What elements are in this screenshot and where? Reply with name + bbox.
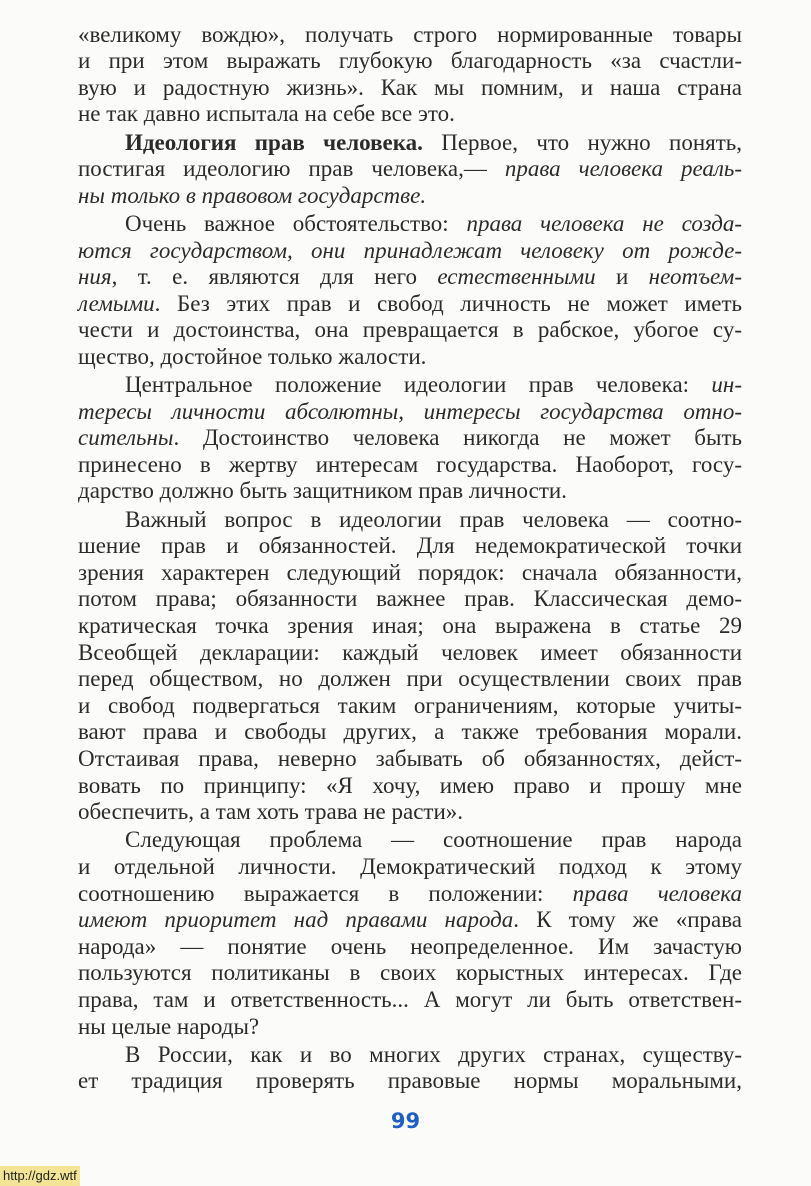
text-line	[78, 1014, 742, 1041]
text-run: зрения характерен следующий порядок: сначала обязанности,	[78, 559, 742, 585]
text-run: . К тому же «права	[513, 907, 742, 933]
text-line	[78, 799, 742, 826]
italic-text: права человека реаль-	[504, 156, 743, 182]
text-run: Отстаивая права, неверно забывать об обязанностях, дейст-	[78, 746, 742, 771]
text-line	[78, 478, 742, 505]
text-line	[78, 130, 742, 157]
page-body	[78, 20, 742, 1095]
text-run: пользуются политиканы в своих корыстных интересах. Где	[78, 960, 742, 986]
watermark-link[interactable]: http://gdz.wtf	[0, 1166, 80, 1186]
paragraph	[78, 507, 742, 826]
italic-text: права человека не созда-	[466, 210, 742, 236]
text-line	[78, 291, 742, 318]
text-line	[78, 827, 742, 854]
paragraph	[78, 130, 742, 210]
text-run: . Достоинство человека никогда не может быть	[173, 425, 742, 451]
italic-text: права человека	[572, 880, 742, 906]
text-run: и отдельной личности. Демократический подход к этому	[78, 853, 742, 879]
text-run: . Без этих прав и свобод личность не может иметь	[154, 290, 742, 316]
text-run: права, там и ответственность... А могут ли быть ответствен-	[78, 986, 742, 1012]
italic-text: естественными	[437, 264, 596, 290]
text-run: ет традиция проверять правовые нормы моральными,	[78, 1068, 742, 1094]
text-run: шение прав и обязанностей. Для недемократической точки	[78, 533, 742, 559]
text-line	[78, 264, 742, 291]
paragraph	[78, 372, 742, 505]
text-line	[78, 773, 742, 800]
text-line	[78, 425, 742, 452]
text-line	[78, 399, 742, 426]
text-run: чести и достоинства, она превращается в рабское, убогое су-	[78, 317, 742, 343]
text-line	[78, 1068, 742, 1095]
text-run: , т. е. являются для него	[111, 264, 438, 290]
text-run: Очень важное обстоятельство:	[125, 210, 467, 236]
page-number: 99	[390, 1109, 421, 1133]
text-line	[78, 372, 742, 399]
text-run: потом права; обязанности важнее прав. Классическая демо-	[78, 586, 742, 612]
bold-heading: Идеология прав человека.	[125, 129, 423, 155]
italic-text: ния	[78, 264, 112, 290]
text-line	[78, 907, 742, 934]
italic-text: неотъем-	[648, 264, 743, 290]
text-line	[78, 156, 742, 183]
text-run: щество, достойное только жалости.	[78, 343, 427, 369]
text-run: ны целые народы?	[78, 1013, 260, 1039]
text-line	[78, 533, 742, 560]
text-line	[78, 101, 742, 128]
text-line	[78, 987, 742, 1014]
italic-text: ны только в правовом государстве.	[78, 182, 427, 208]
paragraph	[78, 22, 742, 128]
text-run: Следующая проблема — соотношение прав народа	[125, 827, 742, 853]
text-line	[78, 344, 742, 371]
text-line	[78, 507, 742, 534]
italic-text: сительны	[78, 425, 174, 451]
text-line	[78, 746, 742, 773]
text-run: вовать по принципу: «Я хочу, имею право и прошу мне	[78, 772, 742, 798]
paragraph	[78, 211, 742, 371]
text-line	[78, 75, 742, 102]
text-line	[78, 881, 742, 908]
text-run: вают права и свободы других, а также требования морали.	[78, 719, 742, 745]
text-run: принесено в жертву интересам государства. Наоборот, госу-	[78, 451, 742, 477]
text-run: Важный вопрос в идеологии прав человека — соотно-	[125, 506, 742, 532]
text-run: «великому вождю», получать строго нормированные товары	[78, 21, 742, 47]
text-line	[78, 48, 742, 75]
text-run: перед обществом, но должен при осуществлении своих прав	[78, 666, 742, 692]
text-line	[78, 666, 742, 693]
text-run: и свобод подвергаться таким ограничениям, которые учиты-	[78, 692, 742, 718]
italic-text: тересы личности абсолютны, интересы государства отно-	[78, 398, 742, 424]
italic-text: ются государством, они принадлежат человеку от рожде-	[78, 237, 742, 263]
text-run: кратическая точка зрения иная; она выражена в статье 29	[78, 613, 742, 639]
text-run: и при этом выражать глубокую благодарность «за счастли-	[78, 48, 742, 74]
italic-text: ин-	[711, 372, 742, 398]
text-line	[78, 22, 742, 49]
text-line	[78, 960, 742, 987]
text-line	[78, 934, 742, 961]
text-line	[78, 613, 742, 640]
text-run: обеспечить, а там хоть трава не расти».	[78, 799, 464, 825]
text-run: В России, как и во многих других странах, существу-	[125, 1041, 742, 1067]
text-line	[78, 317, 742, 344]
text-line	[78, 452, 742, 479]
text-line	[78, 183, 742, 210]
text-run: Первое, что нужно понять,	[422, 129, 742, 155]
text-line	[78, 211, 742, 238]
text-run: постигая идеологию прав человека,—	[78, 156, 505, 182]
text-run: не так давно испытала на себе все это.	[78, 101, 455, 127]
paragraph	[78, 1042, 742, 1095]
text-line	[78, 719, 742, 746]
text-run: вую и радостную жизнь». Как мы помним, и наша страна	[78, 74, 742, 100]
text-run: соотношению выражается в положении:	[78, 880, 573, 906]
text-run: и	[595, 264, 649, 290]
text-run: народа» — понятие очень неопределенное. Им зачастую	[78, 933, 742, 959]
text-line	[78, 693, 742, 720]
text-line	[78, 640, 742, 667]
text-run: дарство должно быть защитником прав личности.	[78, 478, 567, 504]
text-line	[78, 560, 742, 587]
italic-text: имеют приоритет над правами народа	[78, 907, 514, 933]
text-line	[78, 238, 742, 265]
text-run: Центральное положение идеологии прав человека:	[125, 372, 712, 398]
text-line	[78, 1042, 742, 1069]
italic-text: лемыми	[78, 290, 155, 316]
text-line	[78, 854, 742, 881]
paragraph	[78, 827, 742, 1040]
text-line	[78, 586, 742, 613]
text-run: Всеобщей декларации: каждый человек имеет обязанности	[78, 639, 742, 665]
